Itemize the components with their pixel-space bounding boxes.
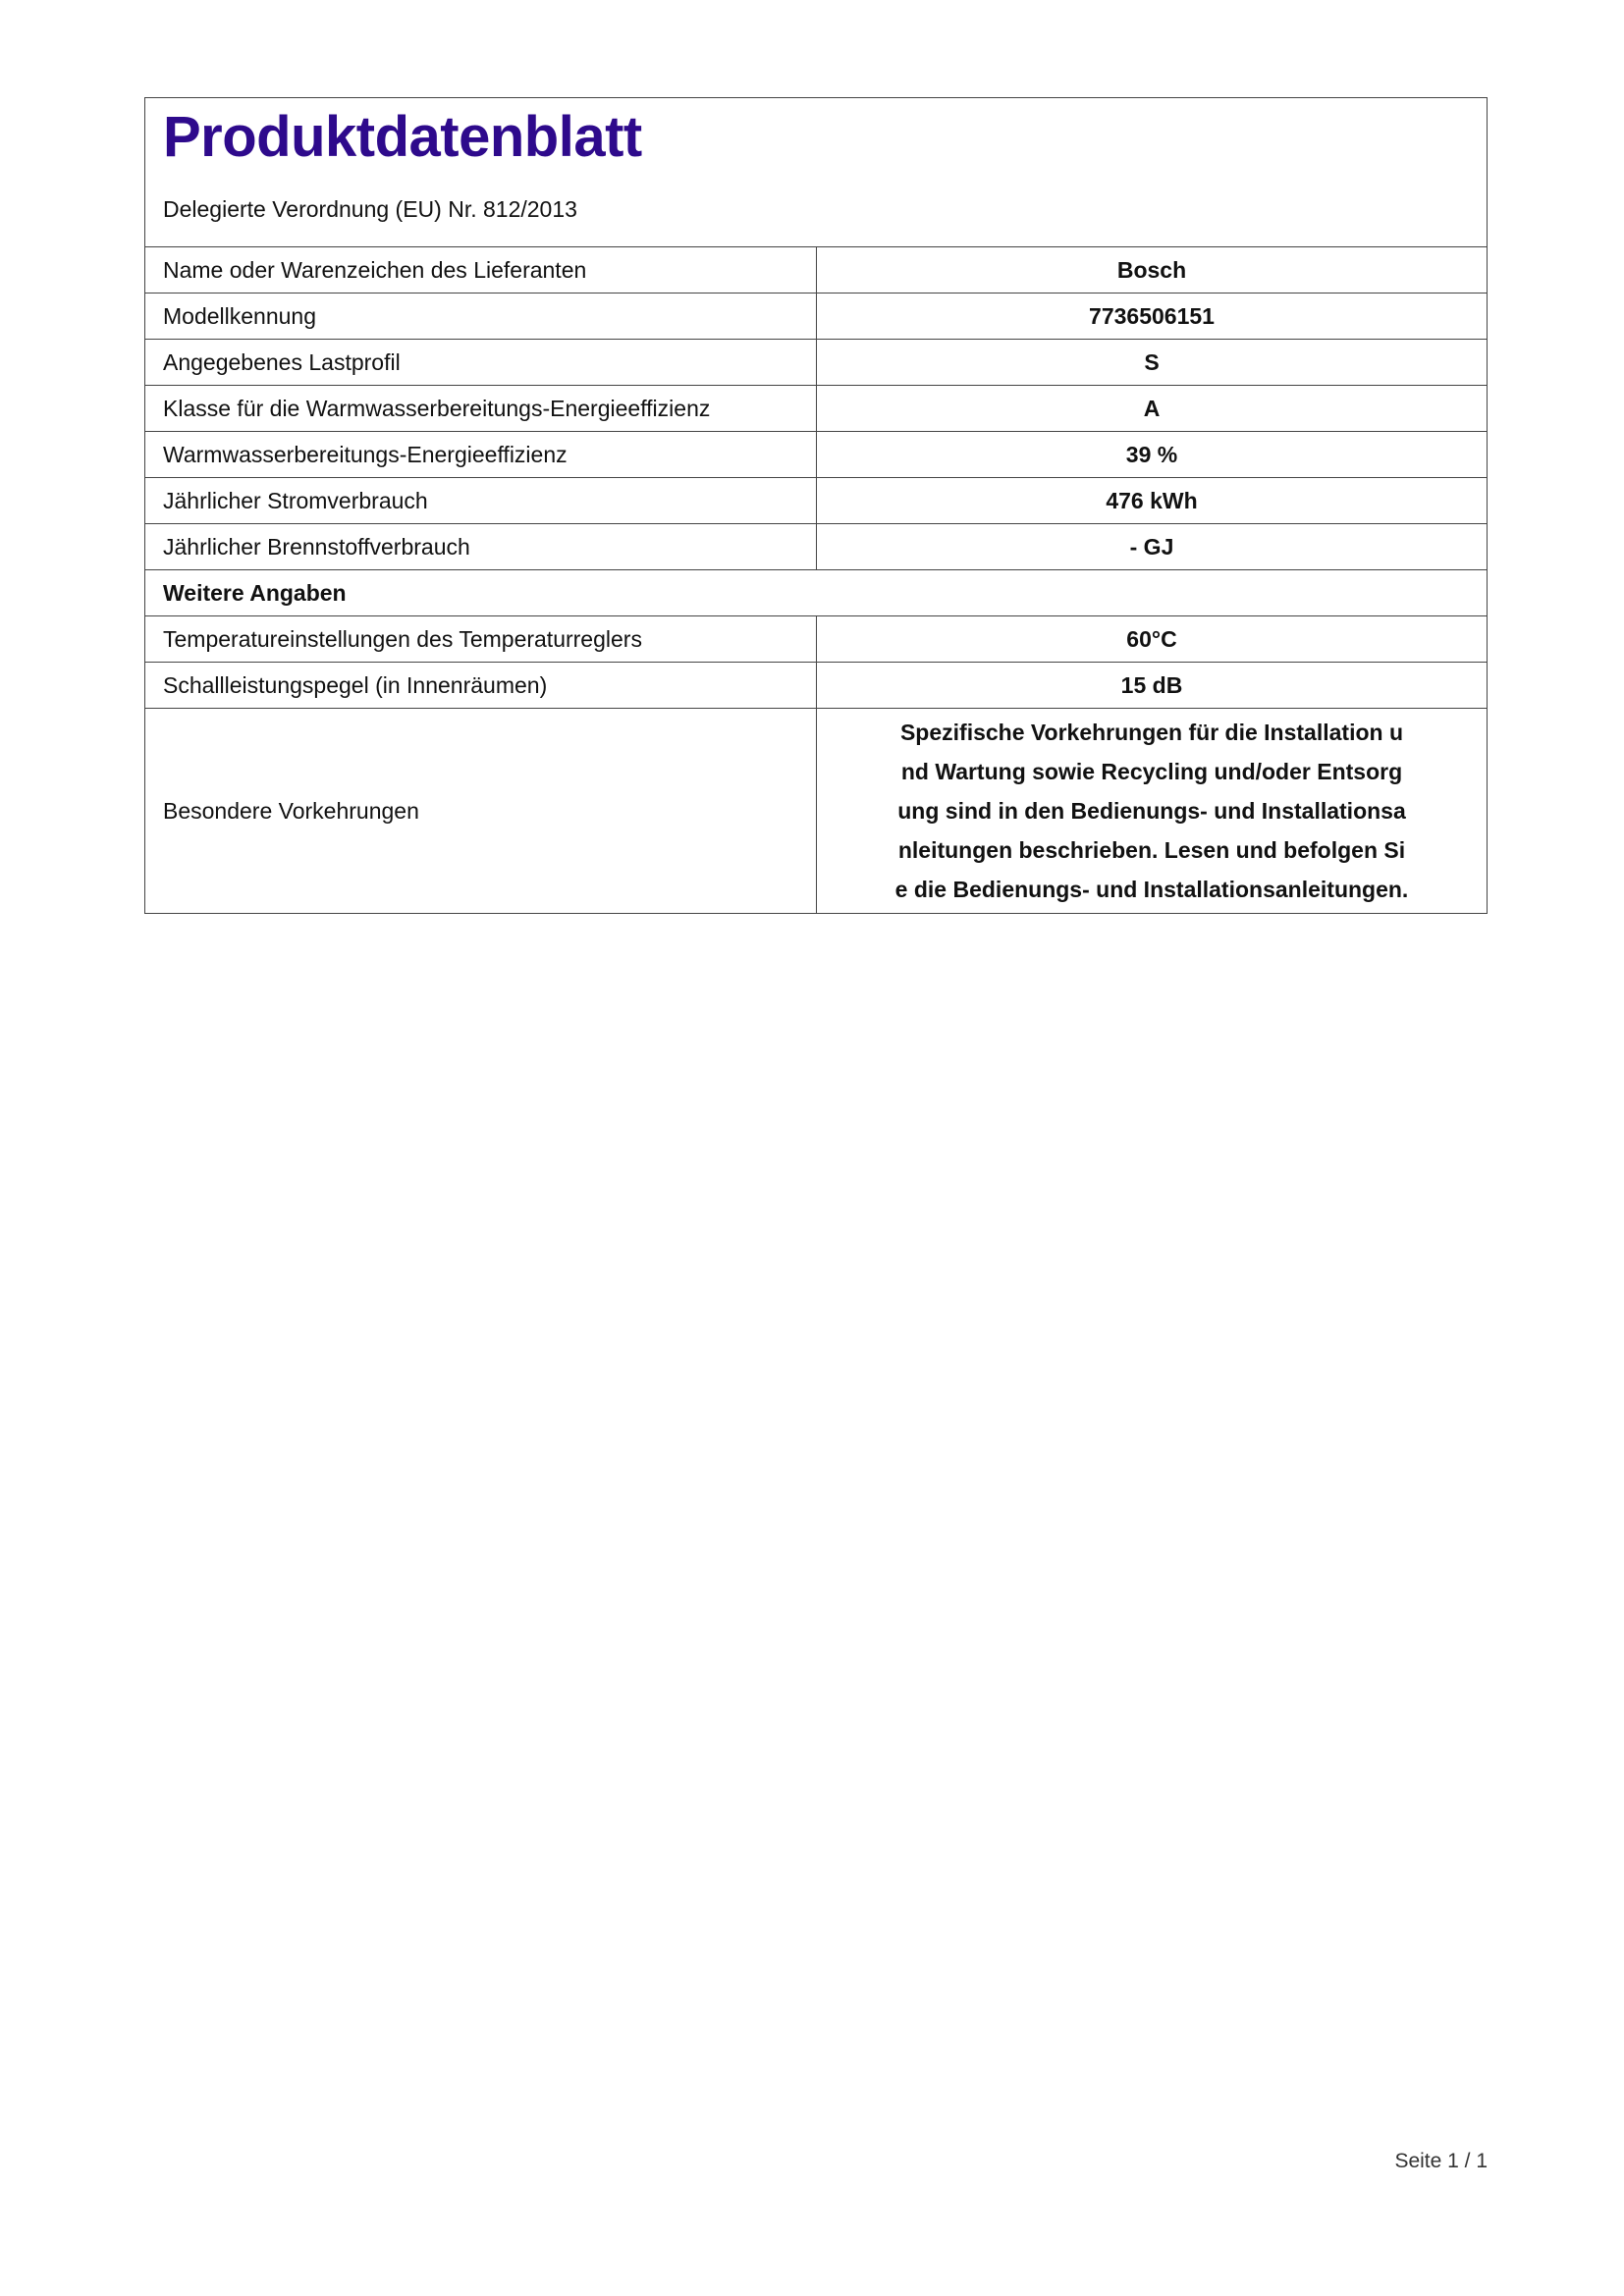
precautions-line: nd Wartung sowie Recycling und/oder Entsorg	[900, 759, 1403, 784]
precautions-line: ung sind in den Bedienungs- und Installationsa	[897, 798, 1406, 824]
table-row	[145, 616, 1487, 663]
product-data-sheet	[144, 97, 1488, 914]
table-row	[145, 340, 1487, 386]
precautions-text	[817, 709, 1487, 913]
precautions-line: Spezifische Vorkehrungen für die Installation u	[899, 720, 1404, 745]
row-value: S	[1144, 348, 1160, 375]
precautions-line: e die Bedienungs- und Installationsanleitungen.	[894, 877, 1409, 902]
table-row	[145, 386, 1487, 432]
row-label: Warmwasserbereitungs-Energieeffizienz	[145, 432, 817, 477]
row-label: Besondere Vorkehrungen	[145, 709, 817, 913]
section-heading: Weitere Angaben	[163, 579, 347, 606]
row-label: Modellkennung	[145, 294, 817, 339]
page-number: Seite 1 / 1	[1394, 2150, 1488, 2172]
row-value: 15 dB	[1120, 671, 1183, 698]
table-row	[145, 247, 1487, 294]
row-value: 39 %	[1125, 441, 1178, 467]
sheet-header	[145, 98, 1487, 247]
row-label: Klasse für die Warmwasserbereitungs-Energieeffizienz	[145, 386, 817, 431]
row-label: Jährlicher Stromverbrauch	[145, 478, 817, 523]
row-value: 60°C	[1126, 625, 1177, 652]
table-row	[145, 524, 1487, 570]
table-row	[145, 432, 1487, 478]
row-label: Name oder Warenzeichen des Lieferanten	[145, 247, 817, 293]
row-value: Bosch	[1116, 256, 1187, 283]
row-value: A	[1143, 395, 1161, 421]
row-value: 476 kWh	[1106, 487, 1198, 513]
table-row	[145, 294, 1487, 340]
row-label: Jährlicher Brennstoffverbrauch	[145, 524, 817, 569]
row-label: Temperatureinstellungen des Temperaturreglers	[145, 616, 817, 662]
row-value: - GJ	[1129, 533, 1174, 560]
regulation-subtitle: Delegierte Verordnung (EU) Nr. 812/2013	[163, 196, 577, 222]
table-row	[145, 663, 1487, 709]
row-label: Angegebenes Lastprofil	[145, 340, 817, 385]
precautions-line: nleitungen beschrieben. Lesen und befolgen Si	[897, 837, 1406, 863]
precautions-row	[145, 709, 1487, 913]
row-value: 7736506151	[1089, 302, 1215, 329]
row-label: Schallleistungspegel (in Innenräumen)	[145, 663, 817, 708]
table-row	[145, 478, 1487, 524]
page-title: Produktdatenblatt	[163, 105, 642, 169]
section-heading-row	[145, 570, 1487, 616]
